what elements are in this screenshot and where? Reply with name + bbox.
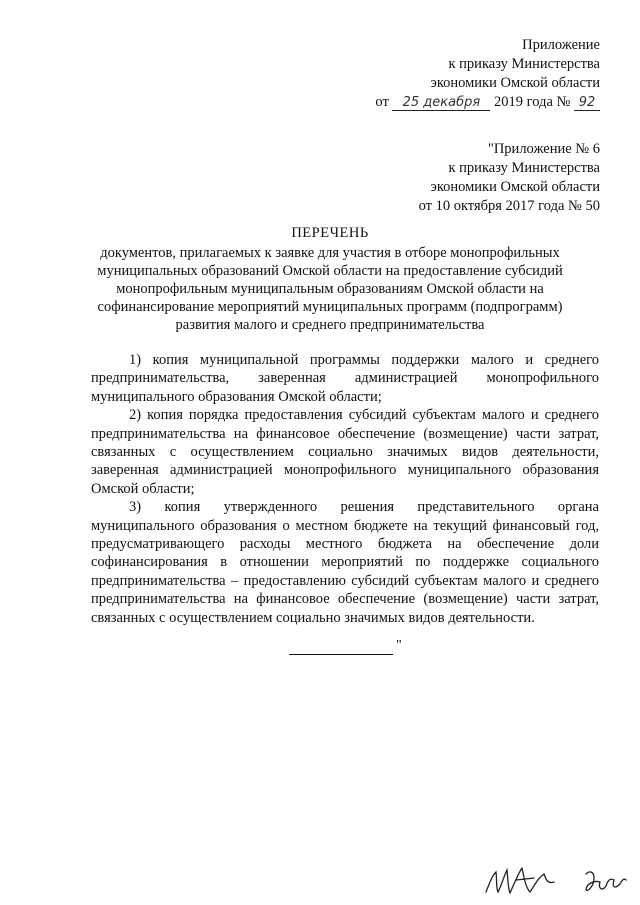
original-appendix-line-1: "Приложение № 6 <box>487 141 600 157</box>
signature-icon <box>580 862 630 898</box>
document-title <box>70 224 590 334</box>
closing-quote: " <box>396 638 402 653</box>
title-heading: ПЕРЕЧЕНЬ <box>291 225 369 241</box>
appendix-date-line <box>375 93 600 112</box>
appendix-line-1: Приложение <box>522 37 600 53</box>
date-prefix: от <box>375 94 389 110</box>
list-item-3: 3) копия утвержденного решения представительного органа муниципального образования о местном бюджете на текущий финансовый год, предусматривающего расходы местного бюджета на обеспечение доли софинансирования в отношении мероприятий по поддержке социального предпринимательства – предоставлению субсидий субъектам малого и среднего предпринимательства на финансовое обеспечение (возмещение) части затрат, связанных с осуществлением социально значимых видов деятельности. <box>91 499 599 626</box>
handwritten-number: 92 <box>574 95 600 111</box>
appendix-line-2: к приказу Министерства <box>448 56 600 72</box>
title-line-3: монопрофильным муниципальным образованиям Омской области на <box>116 281 544 297</box>
handwritten-date: 25 декабря <box>392 95 490 111</box>
closing-line <box>289 646 393 655</box>
list-item-1: 1) копия муниципальной программы поддержки малого и среднего предпринимательства, заверенная администрацией монопрофильного муниципального образования Омской области; <box>91 352 599 405</box>
title-line-2: муниципальных образований Омской области на предоставление субсидий <box>97 263 563 279</box>
original-appendix-line-2: к приказу Министерства <box>448 160 600 176</box>
year-text: 2019 года № <box>494 94 571 110</box>
original-appendix-header <box>419 140 600 216</box>
original-appendix-line-4: от 10 октября 2017 года № 50 <box>418 198 600 214</box>
signature-icon <box>482 862 562 898</box>
list-item-2: 2) копия порядка предоставления субсидий субъектам малого и среднего предпринимательства на финансовое обеспечение (возмещение) части затрат, связанных с осуществлением социально значимых видов деятельности, заверенная администрацией монопрофильного муниципального образования Омской области; <box>91 407 599 497</box>
document-list <box>91 351 599 627</box>
original-appendix-line-3: экономики Омской области <box>430 179 600 195</box>
appendix-line-3: экономики Омской области <box>430 75 600 91</box>
appendix-header <box>375 36 600 112</box>
title-line-4: софинансирование мероприятий муниципальных программ (подпрограмм) <box>97 299 563 315</box>
title-line-5: развития малого и среднего предпринимательства <box>175 317 485 333</box>
title-line-1: документов, прилагаемых к заявке для участия в отборе монопрофильных <box>100 245 560 261</box>
